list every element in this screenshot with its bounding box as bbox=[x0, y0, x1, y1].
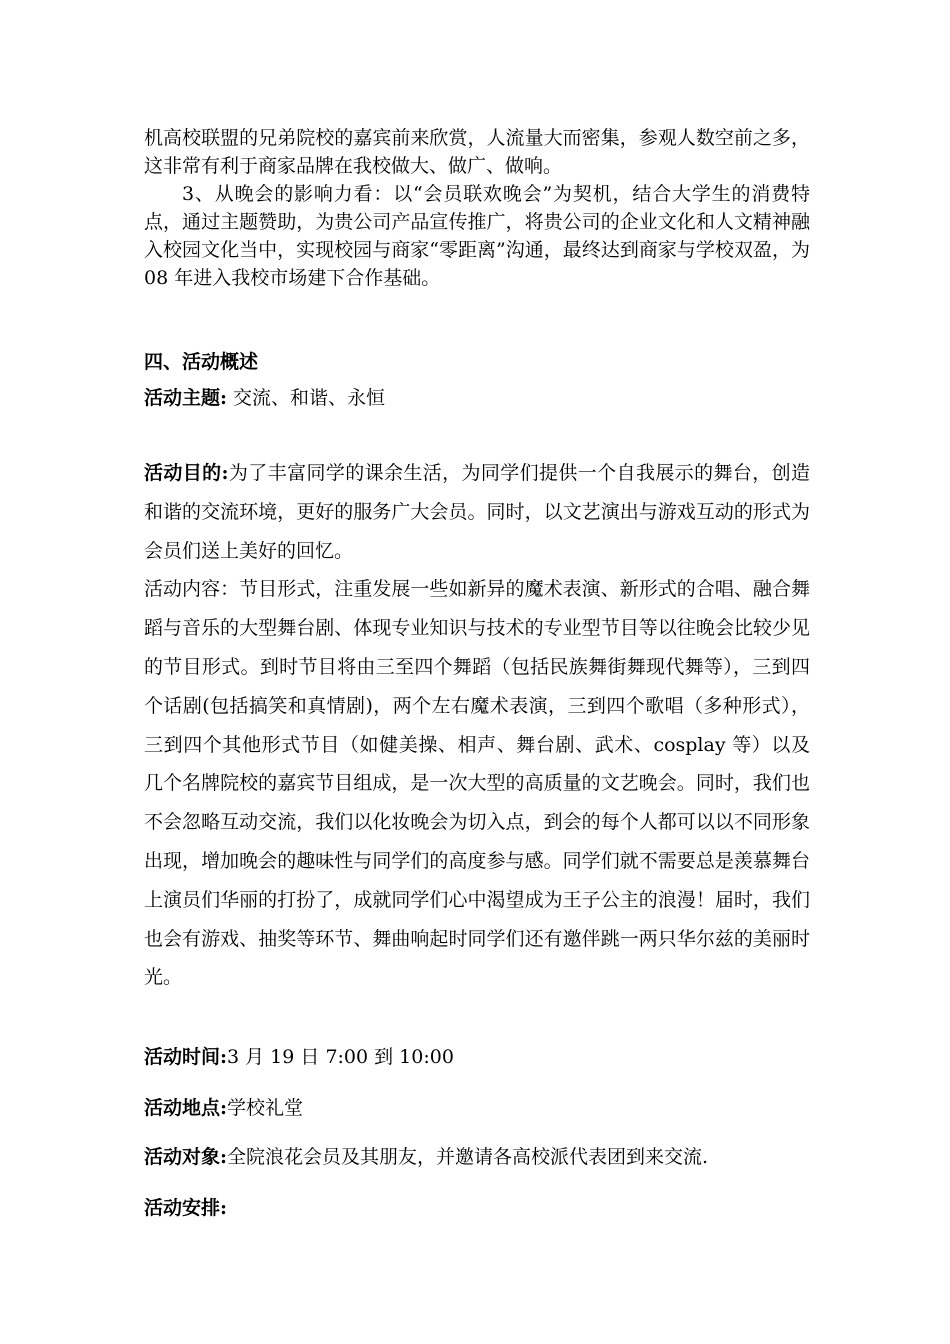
section-heading: 四、活动概述 bbox=[144, 351, 259, 373]
activity-purpose-value: 为了丰富同学的课余生活，为同学们提供一个自我展示的舞台，创造和谐的交流环境，更好的服务广大会员。同时，以文艺演出与游戏互动的形式为会员们送上美好的回忆。 bbox=[144, 462, 810, 562]
activity-purpose bbox=[144, 454, 810, 570]
activity-time-value: 3 月 19 日 7:00 到 10:00 bbox=[227, 1046, 454, 1068]
activity-theme bbox=[144, 383, 810, 413]
activity-audience bbox=[144, 1142, 810, 1172]
activity-venue bbox=[144, 1093, 810, 1123]
intro-paragraph-2: 3、从晚会的影响力看：以“会员联欢晚会”为契机，结合大学生的消费特点，通过主题赞助，为贵公司产品宣传推广，将贵公司的企业文化和人文精神融入校园文化当中，实现校园与商家“零距离”沟通，最终达到商家与学校双盈，为 08 年进入我校市场建下合作基础。 bbox=[144, 183, 810, 289]
activity-content: 活动内容：节目形式，注重发展一些如新异的魔术表演、新形式的合唱、融合舞蹈与音乐的大型舞台剧、体现专业知识与技术的专业型节目等以往晚会比较少见的节目形式。到时节目将由三至四个舞蹈（包括民族舞街舞现代舞等），三到四个话剧(包括搞笑和真情剧)，两个左右魔术表演，三到四个歌唱（多种形式），三到四个其他形式节目（如健美操、相声、舞台剧、武术、cosplay 等）以及几个名牌院校的嘉宾节目组成，是一次大型的高质量的文艺晚会。同时，我们也不会忽略互动交流，我们以化妆晚会为切入点，到会的每个人都可以以不同形象出现，增加晚会的趣味性与同学们的高度参与感。同学们就不需要总是羡慕舞台上演员们华丽的打扮了，成就同学们心中渴望成为王子公主的浪漫！届时，我们也会有游戏、抽奖等环节、舞曲响起时同学们还有邀伴跳一两只华尔兹的美丽时光。 bbox=[144, 578, 810, 989]
activity-purpose-label: 活动目的: bbox=[144, 462, 229, 484]
activity-venue-label: 活动地点: bbox=[144, 1097, 228, 1119]
activity-theme-value: 交流、和谐、永恒 bbox=[227, 387, 386, 409]
activity-audience-label: 活动对象: bbox=[144, 1146, 228, 1168]
activity-audience-value: 全院浪花会员及其朋友，并邀请各高校派代表团到来交流. bbox=[227, 1146, 709, 1168]
intro-section bbox=[144, 124, 810, 292]
activity-time bbox=[144, 1042, 810, 1072]
intro-paragraph-1: 机高校联盟的兄弟院校的嘉宾前来欣赏，人流量大而密集，参观人数空前之多，这非常有利于商家品牌在我校做大、做广、做响。 bbox=[144, 127, 810, 177]
activity-time-label: 活动时间: bbox=[144, 1046, 228, 1068]
activity-theme-label: 活动主题: bbox=[144, 387, 228, 409]
purpose-and-content bbox=[144, 454, 810, 997]
activity-venue-value: 学校礼堂 bbox=[227, 1097, 304, 1119]
activity-arrangement-label: 活动安排: bbox=[144, 1197, 228, 1219]
activity-arrangement bbox=[144, 1193, 810, 1223]
